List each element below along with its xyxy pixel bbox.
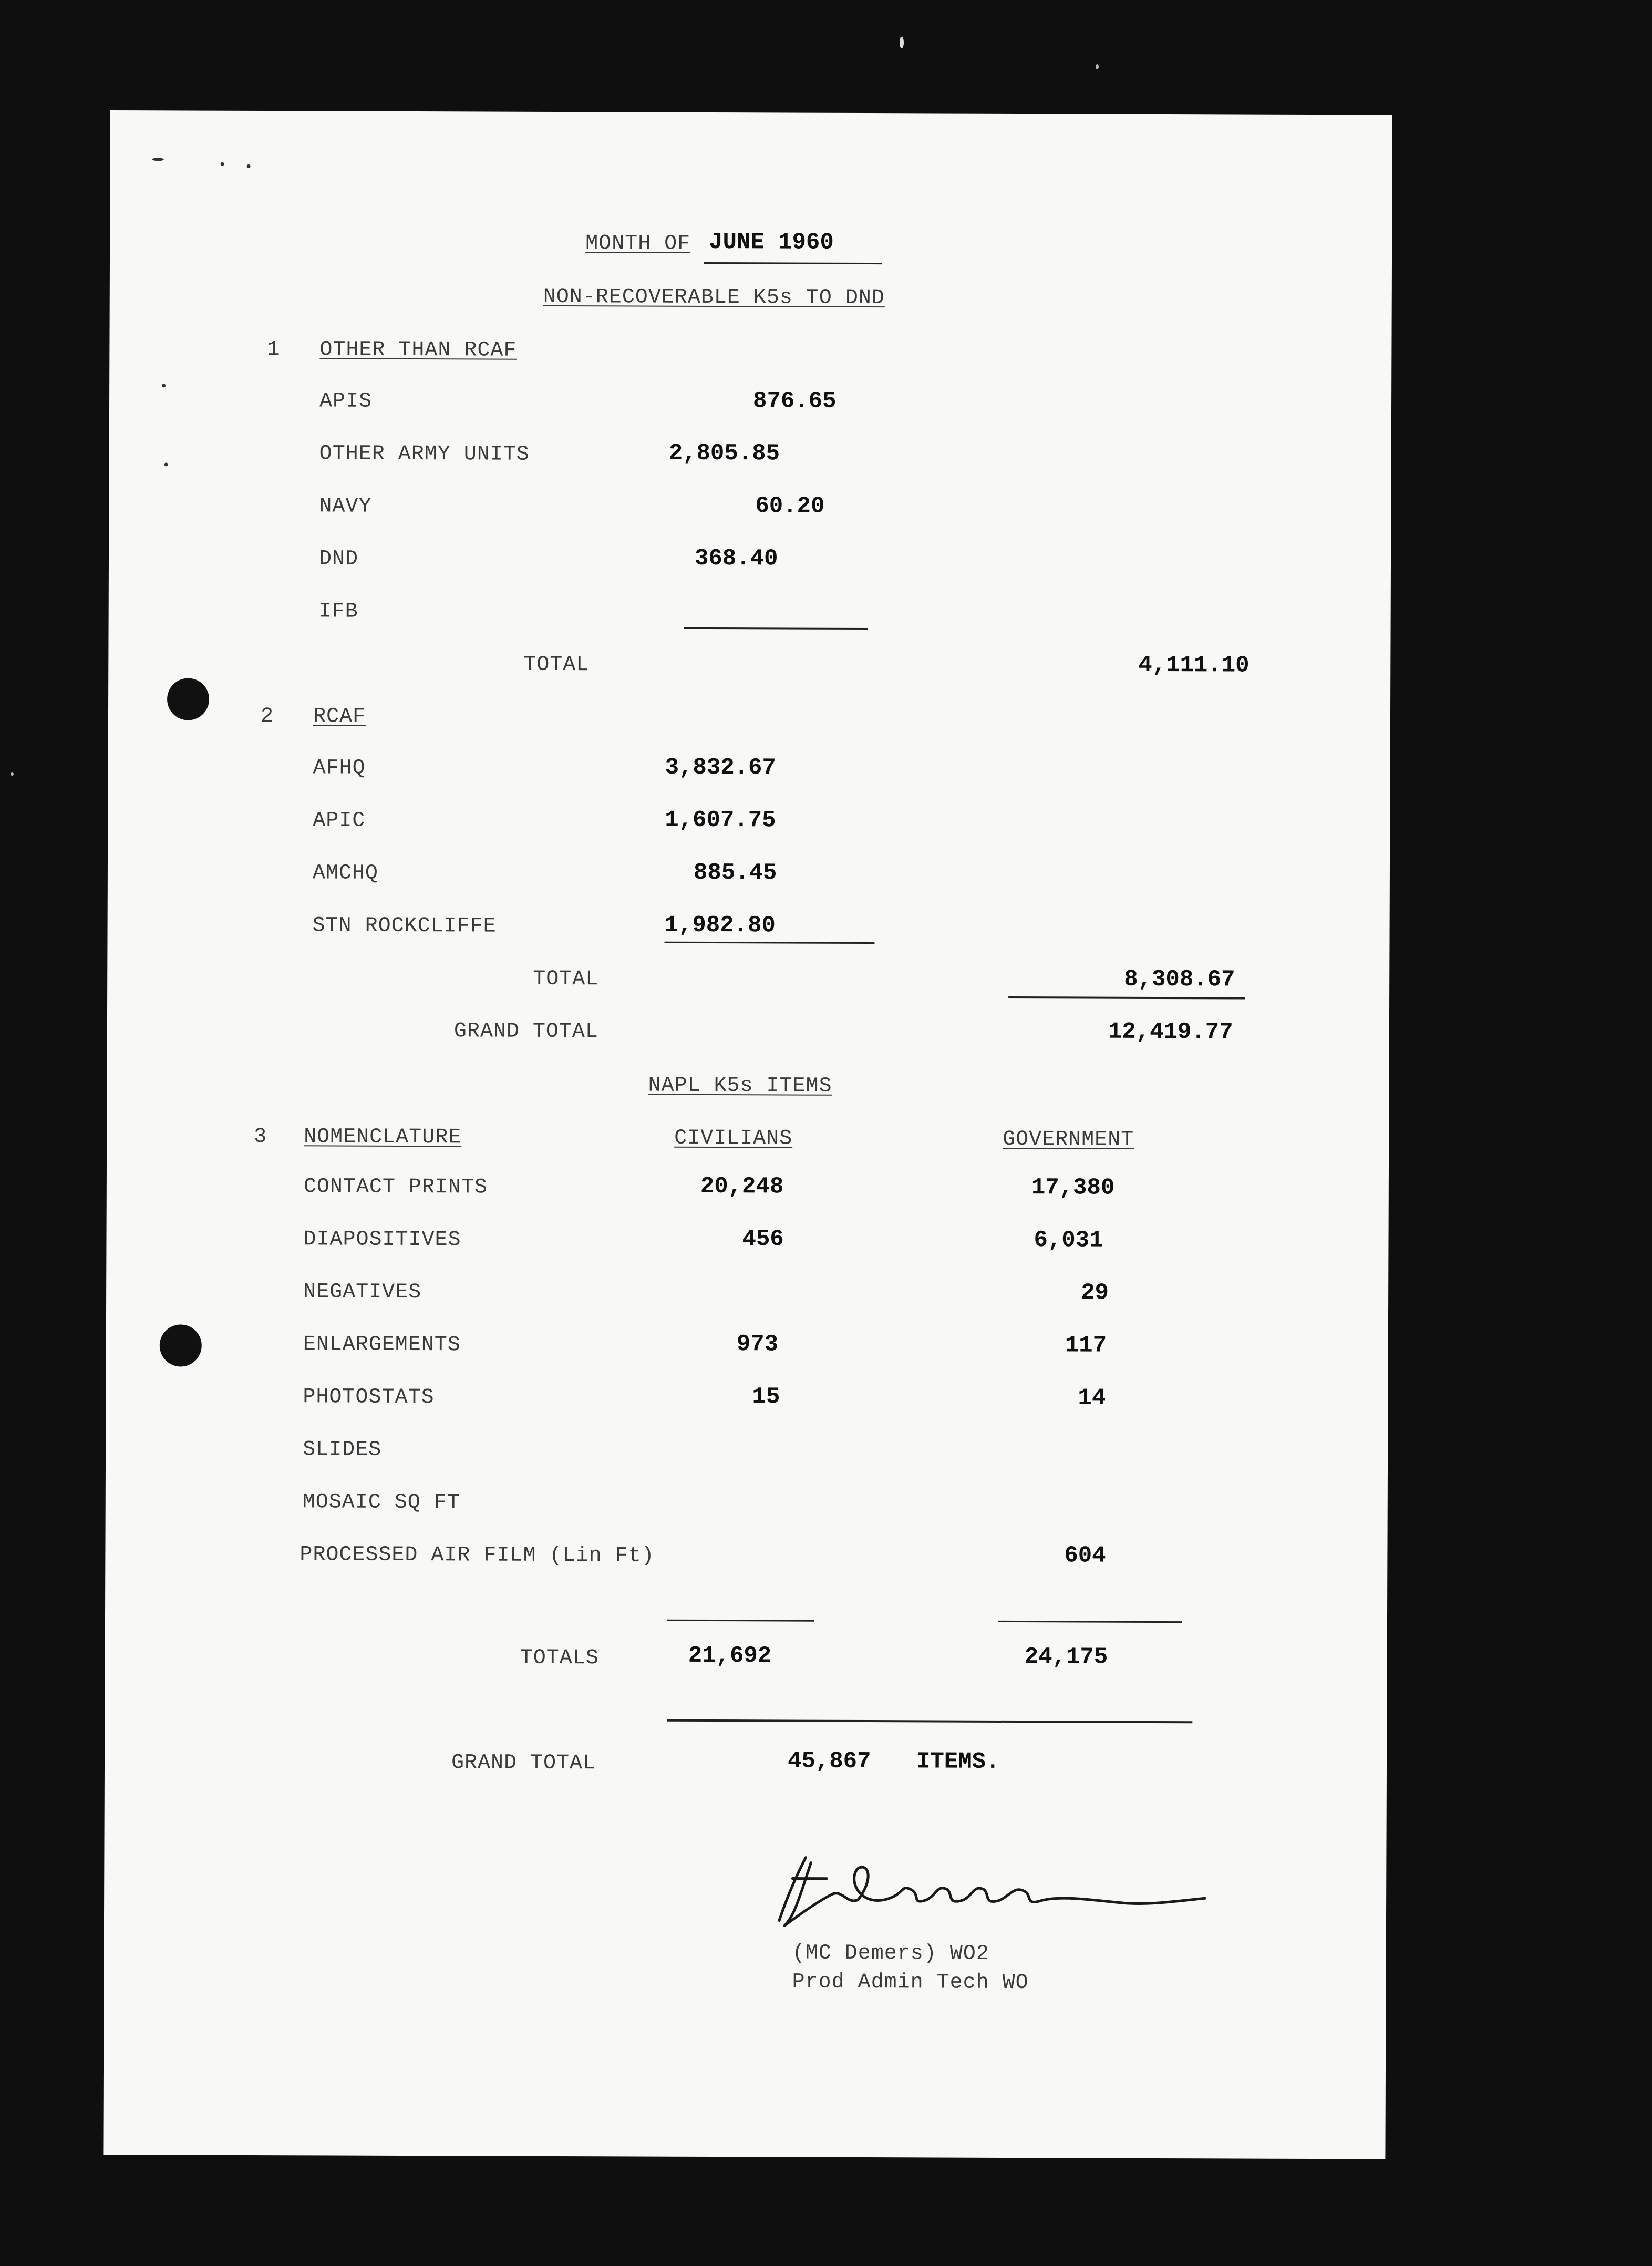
subtotal-rule xyxy=(684,627,868,630)
row-value: 3,832.67 xyxy=(665,754,776,781)
month-underline xyxy=(704,262,882,264)
item-label: MOSAIC SQ FT xyxy=(302,1490,460,1515)
document-page xyxy=(103,110,1392,2159)
binder-hole xyxy=(160,1324,202,1366)
speck-mark xyxy=(162,384,166,387)
totals-civilians: 21,692 xyxy=(688,1642,772,1670)
total-value: 4,111.10 xyxy=(1138,652,1250,679)
row-label: APIC xyxy=(313,809,366,833)
section-number: 1 xyxy=(267,338,281,362)
item-label: PHOTOSTATS xyxy=(303,1385,435,1410)
section-heading: OTHER THAN RCAF xyxy=(319,338,517,363)
grand-total-unit: ITEMS. xyxy=(916,1748,1000,1775)
grand-total-value: 45,867 xyxy=(787,1748,871,1775)
item-civilians: 15 xyxy=(752,1384,780,1410)
speck-mark xyxy=(247,164,251,168)
item-government: 17,380 xyxy=(1031,1175,1115,1201)
speck-mark xyxy=(152,158,164,161)
item-civilians: 20,248 xyxy=(700,1173,784,1200)
row-value: 60.20 xyxy=(755,493,825,520)
item-government: 29 xyxy=(1081,1280,1109,1306)
section-number: 3 xyxy=(254,1125,267,1149)
grand-total-label: GRAND TOTAL xyxy=(453,1019,599,1044)
row-value: 368.40 xyxy=(694,545,778,572)
totals-label: TOTALS xyxy=(520,1646,599,1671)
document-subtitle: NON-RECOVERABLE K5s TO DND xyxy=(543,285,885,311)
item-label: PROCESSED AIR FILM (Lin Ft) xyxy=(300,1543,655,1568)
item-civilians: 456 xyxy=(742,1226,784,1253)
totals-government: 24,175 xyxy=(1024,1644,1108,1671)
item-civilians: 973 xyxy=(736,1331,779,1358)
section-heading: RCAF xyxy=(313,705,366,729)
row-label: STN ROCKCLIFFE xyxy=(312,914,497,939)
column-header-government: GOVERNMENT xyxy=(1003,1127,1134,1152)
column-rule-civilians xyxy=(667,1620,814,1622)
speck-mark xyxy=(221,162,224,166)
row-value: 2,805.85 xyxy=(668,440,780,467)
row-label: AMCHQ xyxy=(312,861,379,885)
column-header-civilians: CIVILIANS xyxy=(674,1126,793,1151)
subtotal-rule xyxy=(664,942,874,944)
item-label: SLIDES xyxy=(303,1438,382,1462)
speck-mark xyxy=(900,37,904,48)
row-label: OTHER ARMY UNITS xyxy=(319,442,530,467)
month-value: JUNE 1960 xyxy=(709,229,834,256)
speck-mark xyxy=(164,462,168,466)
section-number: 2 xyxy=(260,705,274,729)
speck-mark xyxy=(1096,64,1099,69)
item-government: 6,031 xyxy=(1034,1227,1103,1254)
total-rule xyxy=(1008,996,1245,1000)
speck-mark xyxy=(11,772,14,776)
handwritten-signature xyxy=(769,1847,1211,1938)
row-value: 876.65 xyxy=(752,388,837,415)
total-label: TOTAL xyxy=(523,653,590,677)
items-section-title: NAPL K5s ITEMS xyxy=(648,1074,832,1098)
row-value: 1,982.80 xyxy=(664,912,776,939)
month-label: MONTH OF xyxy=(585,232,691,256)
item-government: 117 xyxy=(1065,1332,1107,1359)
item-label: CONTACT PRINTS xyxy=(303,1175,488,1200)
grand-total-rule xyxy=(667,1719,1192,1723)
grand-total-value: 12,419.77 xyxy=(1108,1018,1233,1046)
total-value: 8,308.67 xyxy=(1124,966,1235,993)
row-label: DND xyxy=(318,547,359,571)
signatory-name: (MC Demers) WO2 xyxy=(792,1941,989,1966)
column-header-nomenclature: NOMENCLATURE xyxy=(304,1125,462,1150)
row-label: APIS xyxy=(319,389,373,414)
item-label: DIAPOSITIVES xyxy=(303,1228,461,1252)
row-label: IFB xyxy=(318,600,358,624)
binder-hole xyxy=(167,678,209,720)
row-value: 1,607.75 xyxy=(665,807,776,834)
signatory-title: Prod Admin Tech WO xyxy=(792,1970,1029,1995)
item-government: 14 xyxy=(1078,1385,1106,1412)
total-label: TOTAL xyxy=(533,967,599,992)
item-label: ENLARGEMENTS xyxy=(303,1333,461,1357)
row-label: AFHQ xyxy=(313,756,366,780)
item-government: 604 xyxy=(1064,1542,1106,1569)
grand-total-label: GRAND TOTAL xyxy=(451,1751,596,1776)
item-label: NEGATIVES xyxy=(303,1280,422,1305)
row-value: 885.45 xyxy=(693,859,777,887)
column-rule-government xyxy=(998,1621,1182,1623)
row-label: NAVY xyxy=(319,495,372,519)
